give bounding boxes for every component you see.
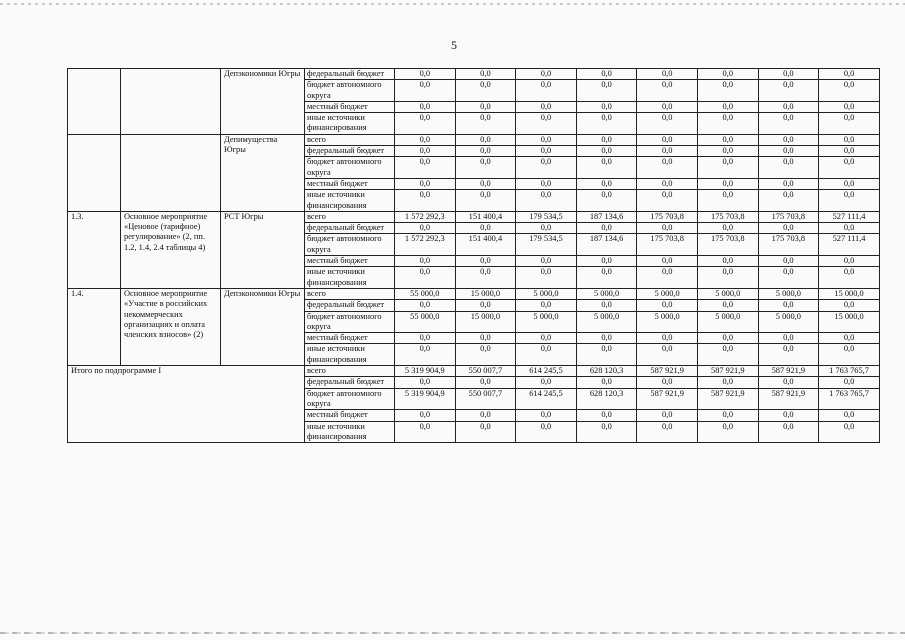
page-number: 5 — [451, 38, 457, 52]
amount-cell: 0,0 — [697, 178, 758, 189]
amount-cell: 0,0 — [697, 333, 758, 344]
measure-name-cell — [121, 134, 221, 211]
amount-cell: 0,0 — [455, 300, 516, 311]
funding-source-cell: местный бюджет — [305, 101, 395, 112]
amount-cell: 0,0 — [637, 134, 698, 145]
funding-source-cell: местный бюджет — [305, 333, 395, 344]
amount-cell: 15 000,0 — [819, 288, 880, 299]
funding-source-cell: иные источники финансирования — [305, 421, 395, 443]
amount-cell: 0,0 — [697, 223, 758, 234]
amount-cell: 0,0 — [576, 256, 637, 267]
amount-cell: 0,0 — [758, 157, 819, 179]
amount-cell: 0,0 — [697, 190, 758, 212]
amount-cell: 0,0 — [516, 134, 577, 145]
amount-cell: 0,0 — [637, 267, 698, 289]
amount-cell: 0,0 — [697, 113, 758, 135]
amount-cell: 0,0 — [395, 421, 456, 443]
amount-cell: 0,0 — [395, 344, 456, 366]
amount-cell: 187 134,6 — [576, 234, 637, 256]
scan-edge-top — [0, 3, 905, 5]
amount-cell: 0,0 — [455, 80, 516, 102]
amount-cell: 527 111,4 — [819, 234, 880, 256]
amount-cell: 0,0 — [455, 157, 516, 179]
amount-cell: 0,0 — [637, 157, 698, 179]
amount-cell: 0,0 — [395, 178, 456, 189]
amount-cell: 0,0 — [455, 101, 516, 112]
amount-cell: 0,0 — [395, 300, 456, 311]
amount-cell: 0,0 — [637, 69, 698, 80]
amount-cell: 0,0 — [758, 80, 819, 102]
amount-cell: 0,0 — [819, 410, 880, 421]
amount-cell: 0,0 — [637, 421, 698, 443]
amount-cell: 0,0 — [576, 80, 637, 102]
amount-cell: 0,0 — [819, 157, 880, 179]
amount-cell: 587 921,9 — [637, 388, 698, 410]
amount-cell: 628 120,3 — [576, 388, 637, 410]
amount-cell: 587 921,9 — [758, 388, 819, 410]
amount-cell: 0,0 — [758, 300, 819, 311]
amount-cell: 5 000,0 — [516, 288, 577, 299]
funding-source-cell: федеральный бюджет — [305, 300, 395, 311]
amount-cell: 0,0 — [758, 69, 819, 80]
amount-cell: 5 000,0 — [516, 311, 577, 333]
amount-cell: 0,0 — [819, 223, 880, 234]
amount-cell: 0,0 — [576, 267, 637, 289]
amount-cell: 0,0 — [819, 377, 880, 388]
amount-cell: 0,0 — [395, 410, 456, 421]
amount-cell: 1 763 765,7 — [819, 388, 880, 410]
amount-cell: 0,0 — [516, 69, 577, 80]
amount-cell: 0,0 — [819, 190, 880, 212]
amount-cell: 5 000,0 — [576, 311, 637, 333]
amount-cell: 0,0 — [455, 421, 516, 443]
amount-cell: 0,0 — [637, 146, 698, 157]
amount-cell: 0,0 — [819, 178, 880, 189]
scan-edge-bottom — [0, 632, 905, 634]
table-row — [68, 134, 880, 145]
amount-cell: 0,0 — [758, 377, 819, 388]
amount-cell: 0,0 — [516, 377, 577, 388]
amount-cell: 0,0 — [455, 267, 516, 289]
funding-source-cell: федеральный бюджет — [305, 146, 395, 157]
amount-cell: 0,0 — [576, 300, 637, 311]
amount-cell: 5 319 904,9 — [395, 388, 456, 410]
amount-cell: 0,0 — [576, 333, 637, 344]
amount-cell: 0,0 — [758, 113, 819, 135]
amount-cell: 175 703,8 — [637, 211, 698, 222]
amount-cell: 0,0 — [516, 267, 577, 289]
amount-cell: 55 000,0 — [395, 311, 456, 333]
amount-cell: 0,0 — [758, 421, 819, 443]
amount-cell: 0,0 — [637, 377, 698, 388]
amount-cell: 175 703,8 — [637, 234, 698, 256]
amount-cell: 0,0 — [516, 113, 577, 135]
amount-cell: 0,0 — [697, 267, 758, 289]
funding-source-cell: местный бюджет — [305, 178, 395, 189]
amount-cell: 0,0 — [576, 157, 637, 179]
funding-source-cell: бюджет автономного округа — [305, 311, 395, 333]
amount-cell: 587 921,9 — [637, 366, 698, 377]
amount-cell: 0,0 — [516, 178, 577, 189]
amount-cell: 0,0 — [819, 146, 880, 157]
amount-cell: 0,0 — [395, 223, 456, 234]
amount-cell: 0,0 — [516, 300, 577, 311]
amount-cell: 5 000,0 — [697, 288, 758, 299]
amount-cell: 0,0 — [576, 223, 637, 234]
amount-cell: 55 000,0 — [395, 288, 456, 299]
amount-cell: 0,0 — [697, 344, 758, 366]
funding-source-cell: местный бюджет — [305, 256, 395, 267]
funding-source-cell: всего — [305, 288, 395, 299]
table-row — [68, 211, 880, 222]
amount-cell: 0,0 — [395, 134, 456, 145]
amount-cell: 0,0 — [697, 256, 758, 267]
amount-cell: 0,0 — [637, 223, 698, 234]
amount-cell: 0,0 — [395, 80, 456, 102]
amount-cell: 0,0 — [819, 333, 880, 344]
amount-cell: 0,0 — [455, 377, 516, 388]
amount-cell: 0,0 — [576, 69, 637, 80]
amount-cell: 587 921,9 — [697, 388, 758, 410]
amount-cell: 0,0 — [395, 333, 456, 344]
amount-cell: 0,0 — [576, 101, 637, 112]
amount-cell: 0,0 — [637, 178, 698, 189]
amount-cell: 0,0 — [697, 300, 758, 311]
measure-number-cell: 1.3. — [68, 211, 121, 288]
amount-cell: 0,0 — [395, 113, 456, 135]
amount-cell: 0,0 — [576, 344, 637, 366]
amount-cell: 5 000,0 — [637, 311, 698, 333]
amount-cell: 175 703,8 — [697, 211, 758, 222]
funding-source-cell: федеральный бюджет — [305, 377, 395, 388]
funding-source-cell: всего — [305, 366, 395, 377]
funding-source-cell: бюджет автономного округа — [305, 234, 395, 256]
amount-cell: 0,0 — [395, 69, 456, 80]
amount-cell: 0,0 — [576, 178, 637, 189]
amount-cell: 0,0 — [758, 344, 819, 366]
measure-number-cell — [68, 134, 121, 211]
funding-source-cell: иные источники финансирования — [305, 267, 395, 289]
amount-cell: 0,0 — [697, 69, 758, 80]
funding-source-cell: бюджет автономного округа — [305, 388, 395, 410]
amount-cell: 0,0 — [697, 101, 758, 112]
amount-cell: 0,0 — [637, 256, 698, 267]
amount-cell: 5 000,0 — [758, 288, 819, 299]
financing-table — [67, 68, 880, 443]
amount-cell: 587 921,9 — [758, 366, 819, 377]
amount-cell: 0,0 — [637, 113, 698, 135]
amount-cell: 0,0 — [516, 344, 577, 366]
amount-cell: 0,0 — [395, 190, 456, 212]
amount-cell: 15 000,0 — [819, 311, 880, 333]
amount-cell: 0,0 — [819, 101, 880, 112]
amount-cell: 0,0 — [819, 134, 880, 145]
funding-source-cell: бюджет автономного округа — [305, 157, 395, 179]
amount-cell: 0,0 — [758, 178, 819, 189]
measure-name-cell — [121, 69, 221, 135]
amount-cell: 0,0 — [576, 190, 637, 212]
measure-name-cell: Основное мероприятие «Ценовое (тарифное) регулирование» (2, пп. 1.2, 1.4, 2.4 таблицы 4) — [121, 211, 221, 288]
amount-cell: 0,0 — [576, 377, 637, 388]
amount-cell: 0,0 — [758, 190, 819, 212]
amount-cell: 0,0 — [455, 344, 516, 366]
amount-cell: 0,0 — [637, 101, 698, 112]
amount-cell: 151 400,4 — [455, 234, 516, 256]
amount-cell: 5 000,0 — [758, 311, 819, 333]
amount-cell: 1 763 765,7 — [819, 366, 880, 377]
amount-cell: 179 534,5 — [516, 234, 577, 256]
amount-cell: 5 319 904,9 — [395, 366, 456, 377]
amount-cell: 0,0 — [395, 256, 456, 267]
measure-name-cell: Основное мероприятие «Участие в российских некоммерческих организациях и оплата членских взносов» (2) — [121, 288, 221, 365]
amount-cell: 0,0 — [697, 146, 758, 157]
amount-cell: 0,0 — [516, 256, 577, 267]
amount-cell: 0,0 — [758, 256, 819, 267]
measure-number-cell: 1.4. — [68, 288, 121, 365]
amount-cell: 0,0 — [455, 333, 516, 344]
amount-cell: 0,0 — [697, 134, 758, 145]
amount-cell: 0,0 — [455, 178, 516, 189]
amount-cell: 15 000,0 — [455, 288, 516, 299]
amount-cell: 0,0 — [758, 146, 819, 157]
amount-cell: 527 111,4 — [819, 211, 880, 222]
amount-cell: 5 000,0 — [637, 288, 698, 299]
amount-cell: 0,0 — [516, 101, 577, 112]
amount-cell: 0,0 — [758, 223, 819, 234]
amount-cell: 0,0 — [516, 333, 577, 344]
amount-cell: 0,0 — [516, 146, 577, 157]
amount-cell: 614 245,5 — [516, 388, 577, 410]
amount-cell: 0,0 — [395, 267, 456, 289]
executor-cell: Депэкономики Югры — [221, 288, 305, 365]
amount-cell: 0,0 — [819, 300, 880, 311]
amount-cell: 187 134,6 — [576, 211, 637, 222]
amount-cell: 5 000,0 — [697, 311, 758, 333]
amount-cell: 0,0 — [819, 69, 880, 80]
amount-cell: 1 572 292,3 — [395, 211, 456, 222]
amount-cell: 151 400,4 — [455, 211, 516, 222]
subprogram-total-label: Итого по подпрограмме I — [68, 366, 305, 443]
amount-cell: 0,0 — [576, 410, 637, 421]
amount-cell: 0,0 — [697, 377, 758, 388]
measure-number-cell — [68, 69, 121, 135]
amount-cell: 0,0 — [395, 101, 456, 112]
amount-cell: 550 007,7 — [455, 388, 516, 410]
amount-cell: 179 534,5 — [516, 211, 577, 222]
funding-source-cell: всего — [305, 134, 395, 145]
amount-cell: 0,0 — [758, 410, 819, 421]
amount-cell: 614 245,5 — [516, 366, 577, 377]
amount-cell: 0,0 — [637, 190, 698, 212]
amount-cell: 0,0 — [637, 80, 698, 102]
amount-cell: 0,0 — [758, 267, 819, 289]
amount-cell: 0,0 — [455, 69, 516, 80]
executor-cell: Депэкономики Югры — [221, 69, 305, 135]
amount-cell: 0,0 — [758, 333, 819, 344]
amount-cell: 175 703,8 — [758, 211, 819, 222]
amount-cell: 1 572 292,3 — [395, 234, 456, 256]
funding-source-cell: иные источники финансирования — [305, 113, 395, 135]
amount-cell: 0,0 — [395, 157, 456, 179]
amount-cell: 0,0 — [819, 113, 880, 135]
funding-source-cell: федеральный бюджет — [305, 69, 395, 80]
funding-source-cell: иные источники финансирования — [305, 190, 395, 212]
funding-source-cell: бюджет автономного округа — [305, 80, 395, 102]
amount-cell: 0,0 — [455, 223, 516, 234]
amount-cell: 0,0 — [516, 410, 577, 421]
table-row — [68, 69, 880, 80]
amount-cell: 628 120,3 — [576, 366, 637, 377]
amount-cell: 0,0 — [697, 410, 758, 421]
amount-cell: 5 000,0 — [576, 288, 637, 299]
funding-source-cell: местный бюджет — [305, 410, 395, 421]
amount-cell: 0,0 — [697, 80, 758, 102]
amount-cell: 550 007,7 — [455, 366, 516, 377]
amount-cell: 0,0 — [637, 344, 698, 366]
amount-cell: 0,0 — [697, 157, 758, 179]
amount-cell: 0,0 — [819, 267, 880, 289]
amount-cell: 0,0 — [819, 256, 880, 267]
amount-cell: 0,0 — [576, 146, 637, 157]
amount-cell: 0,0 — [516, 421, 577, 443]
executor-cell: Депимущества Югры — [221, 134, 305, 211]
amount-cell: 0,0 — [455, 410, 516, 421]
amount-cell: 0,0 — [576, 134, 637, 145]
amount-cell: 0,0 — [455, 190, 516, 212]
table-row — [68, 366, 880, 377]
amount-cell: 0,0 — [455, 113, 516, 135]
amount-cell: 0,0 — [758, 134, 819, 145]
amount-cell: 0,0 — [516, 190, 577, 212]
amount-cell: 0,0 — [455, 146, 516, 157]
amount-cell: 0,0 — [637, 300, 698, 311]
amount-cell: 0,0 — [516, 80, 577, 102]
amount-cell: 175 703,8 — [697, 234, 758, 256]
amount-cell: 0,0 — [395, 377, 456, 388]
amount-cell: 15 000,0 — [455, 311, 516, 333]
executor-cell: РСТ Югры — [221, 211, 305, 288]
amount-cell: 0,0 — [819, 344, 880, 366]
amount-cell: 587 921,9 — [697, 366, 758, 377]
amount-cell: 0,0 — [516, 223, 577, 234]
amount-cell: 0,0 — [395, 146, 456, 157]
amount-cell: 0,0 — [516, 157, 577, 179]
amount-cell: 0,0 — [637, 333, 698, 344]
amount-cell: 0,0 — [576, 421, 637, 443]
funding-source-cell: иные источники финансирования — [305, 344, 395, 366]
amount-cell: 175 703,8 — [758, 234, 819, 256]
amount-cell: 0,0 — [455, 134, 516, 145]
amount-cell: 0,0 — [758, 101, 819, 112]
amount-cell: 0,0 — [455, 256, 516, 267]
funding-source-cell: всего — [305, 211, 395, 222]
amount-cell: 0,0 — [819, 421, 880, 443]
amount-cell: 0,0 — [637, 410, 698, 421]
amount-cell: 0,0 — [819, 80, 880, 102]
table-row — [68, 288, 880, 299]
funding-source-cell: федеральный бюджет — [305, 223, 395, 234]
amount-cell: 0,0 — [576, 113, 637, 135]
amount-cell: 0,0 — [697, 421, 758, 443]
